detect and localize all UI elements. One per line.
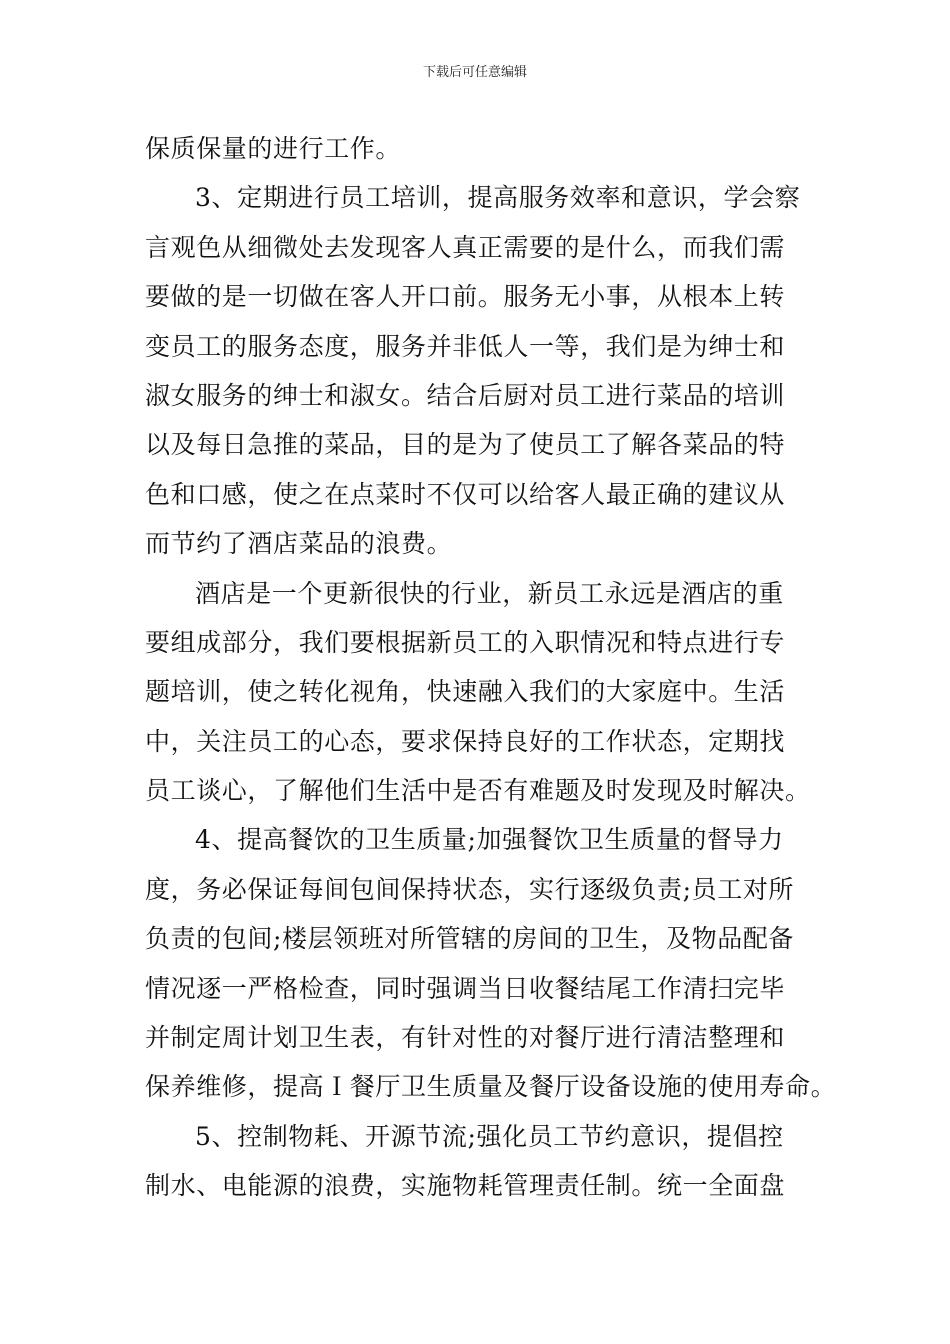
text-line: 变员工的服务态度，服务并非低人一等，我们是为绅士和	[145, 331, 786, 361]
text-line: 并制定周计划卫生表，有针对性的对餐厅进行清洁整理和	[145, 1023, 786, 1053]
text-line: 题培训，使之转化视角，快速融入我们的大家庭中。生活	[145, 677, 786, 707]
text-line: 以及每日急推的菜品，目的是为了使员工了解各菜品的特	[145, 430, 786, 460]
text-line: 5、控制物耗、开源节流;强化员工节约意识，提倡控	[195, 1121, 784, 1151]
text-line: 色和口感，使之在点菜时不仅可以给客人最正确的建议从	[145, 479, 786, 509]
text-line: 制水、电能源的浪费，实施物耗管理责任制。统一全面盘	[145, 1171, 786, 1201]
text-line: 度，务必保证每间包间保持状态，实行逐级负责;员工对所	[145, 874, 795, 904]
document-body	[145, 124, 837, 1211]
page-header: 下载后可任意编辑	[422, 65, 527, 80]
text-line: 4、提高餐饮的卫生质量;加强餐饮卫生质量的督导力	[195, 825, 784, 855]
text-line: 要做的是一切做在客人开口前。服务无小事，从根本上转	[145, 282, 786, 312]
text-line: 淑女服务的绅士和淑女。结合后厨对员工进行菜品的培训	[145, 380, 786, 410]
text-line: 言观色从细微处去发现客人真正需要的是什么，而我们需	[145, 232, 786, 262]
text-line: 3、定期进行员工培训，提高服务效率和意识，学会察	[195, 183, 801, 213]
text-line: 情况逐一严格检查，同时强调当日收餐结尾工作清扫完毕	[145, 973, 786, 1003]
text-line: 保质保量的进行工作。	[145, 134, 402, 163]
text-line: 中，关注员工的心态，要求保持良好的工作状态，定期找	[145, 726, 786, 756]
text-line: 员工谈心，了解他们生活中是否有难题及时发现及时解决。	[145, 776, 811, 806]
text-line: 要组成部分，我们要根据新员工的入职情况和特点进行专	[145, 627, 786, 657]
text-line: 而节约了酒店菜品的浪费。	[145, 529, 453, 559]
text-line: 酒店是一个更新很快的行业，新员工永远是酒店的重	[195, 578, 784, 608]
text-line: 负责的包间;楼层领班对所管辖的房间的卫生，及物品配备	[145, 924, 795, 954]
text-line: 保养维修，提高Ｉ餐厅卫生质量及餐厅设备设施的使用寿命。	[145, 1072, 837, 1102]
